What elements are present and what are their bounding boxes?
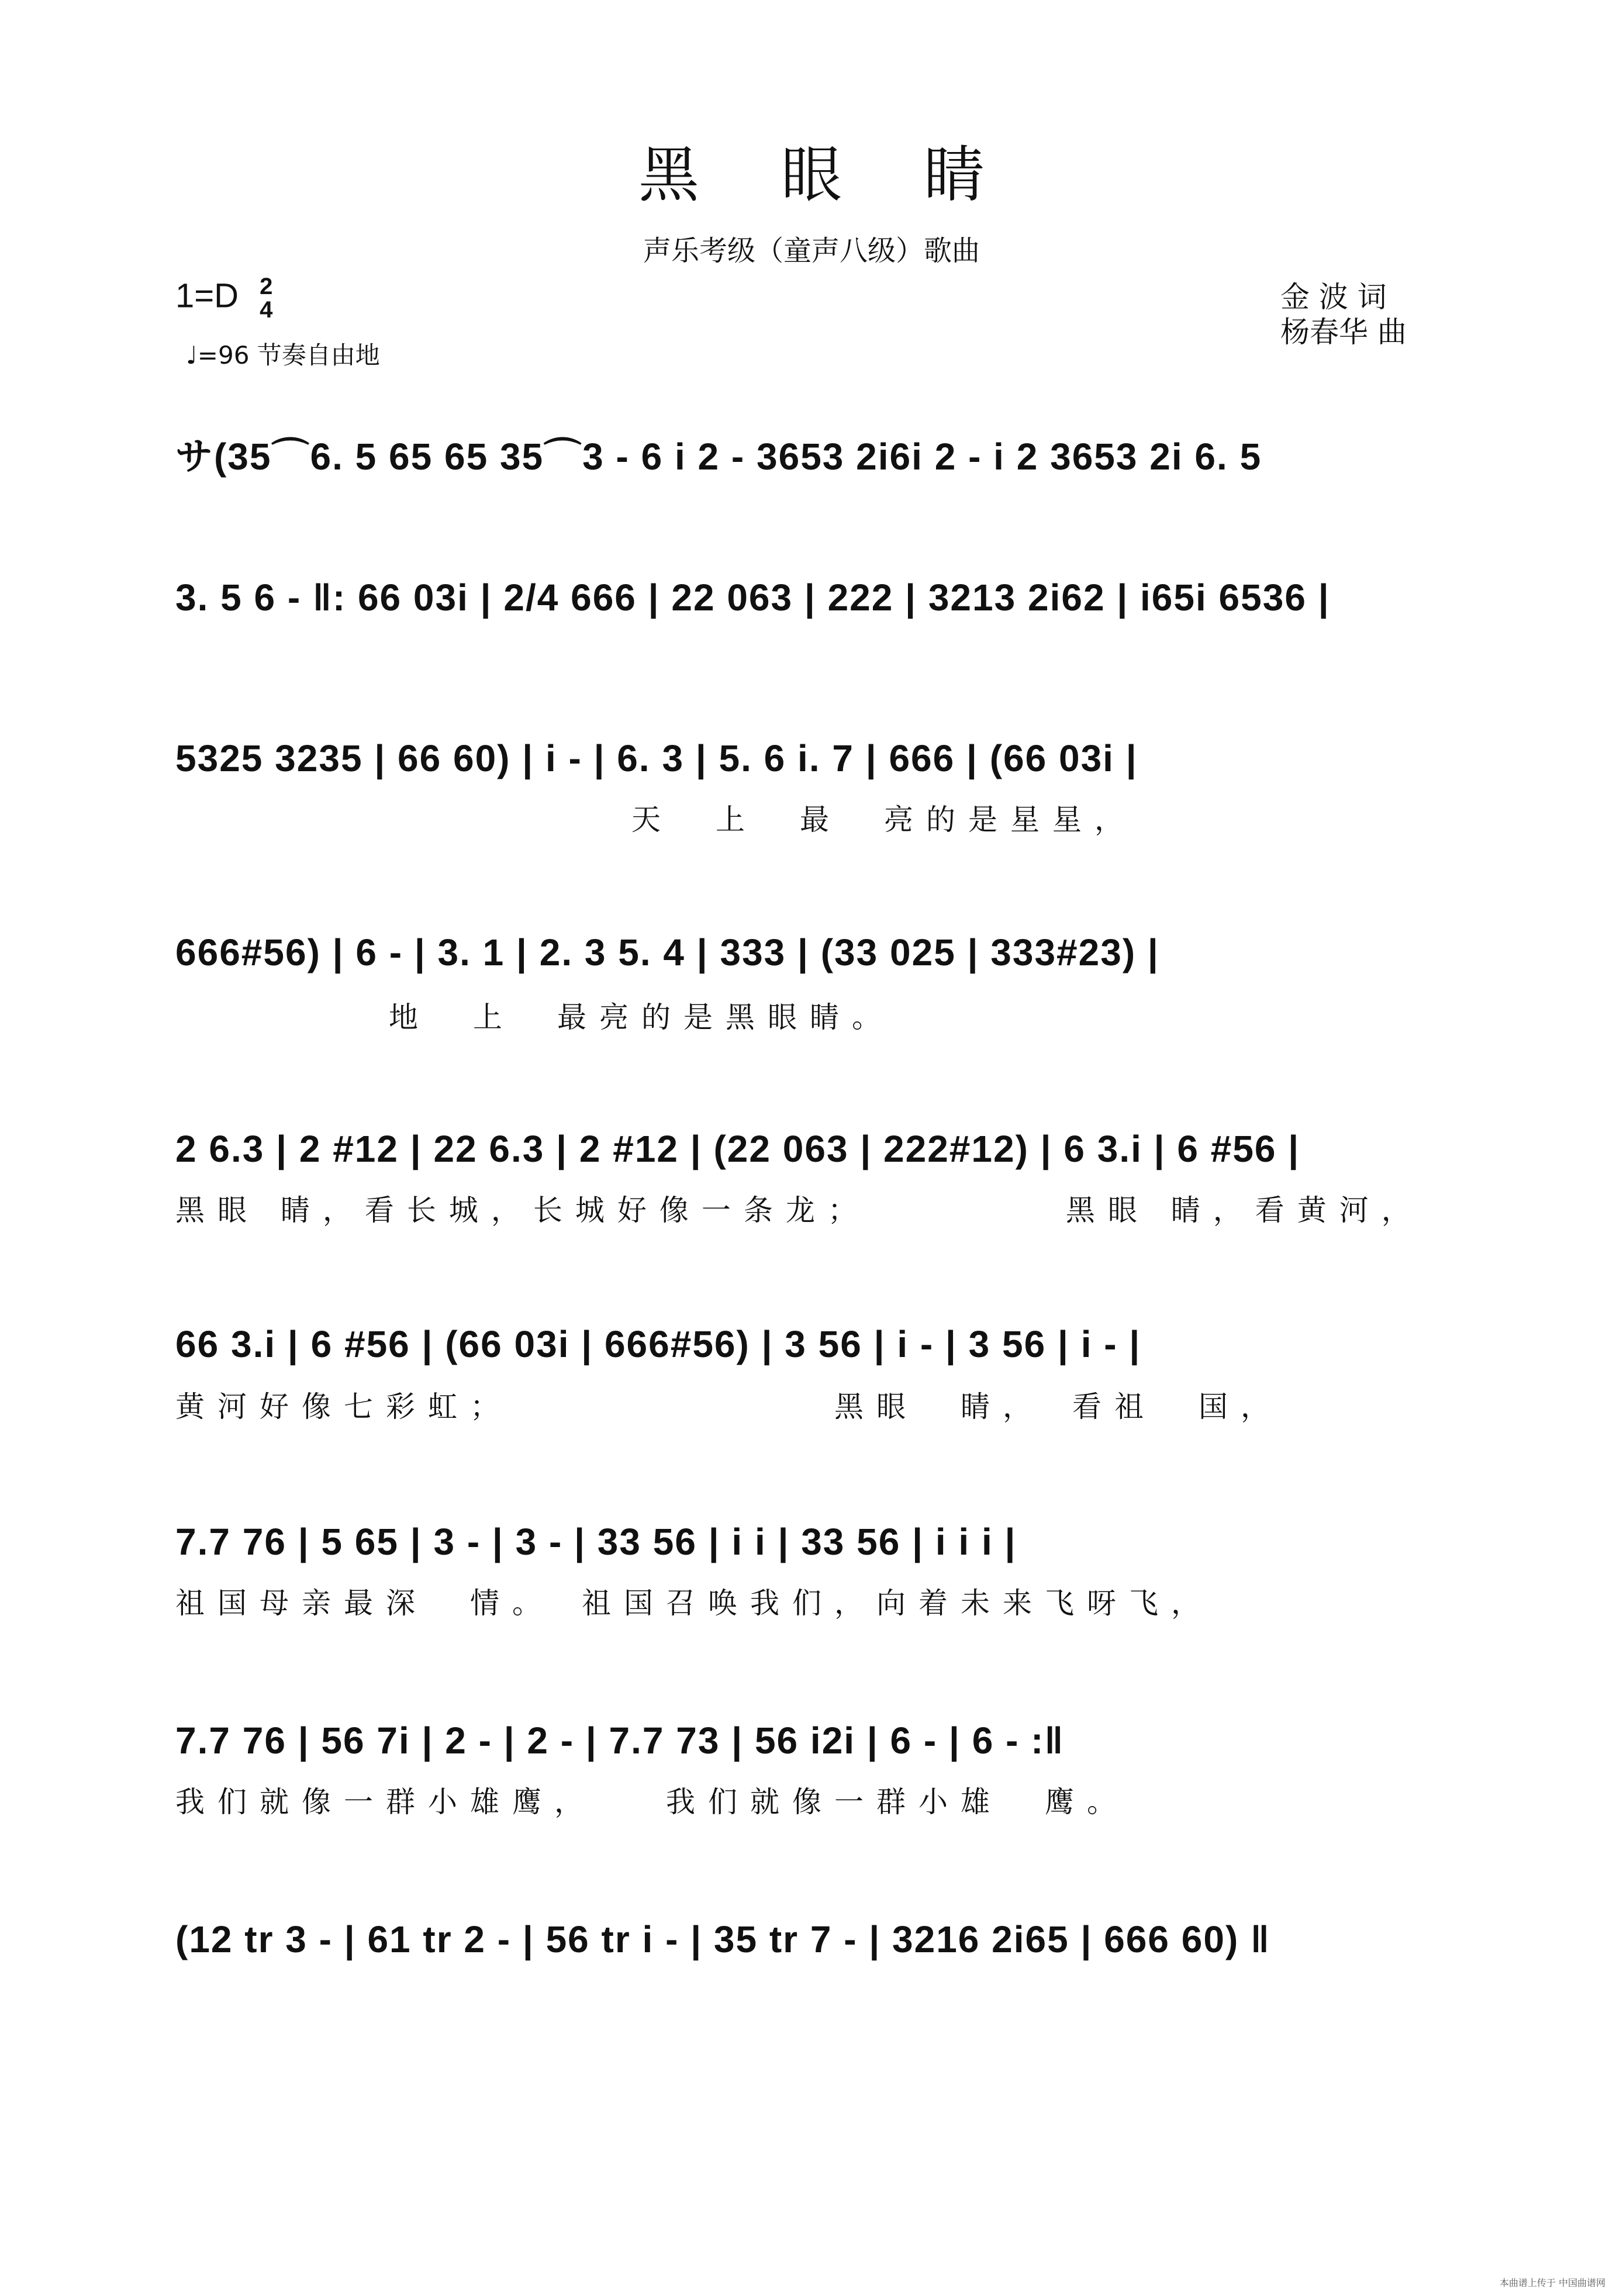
tempo-marking: ♩=96 节奏自由地 [186, 341, 380, 370]
title-char-1: 黑 [638, 139, 699, 210]
key-label: 1=D [175, 277, 239, 315]
time-signature [260, 275, 272, 322]
key-signature [175, 275, 272, 322]
score-line-5: 2 6.3 | 2 #12 | 22 6.3 | 2 #12 | (22 063 | 222#12) | 6 3.i | 6 #56 | [175, 1128, 1300, 1170]
song-title [0, 126, 1623, 213]
lyric-line-4: 地 上 最亮的是黑眼睛。 [389, 1001, 894, 1034]
title-char-2: 眼 [781, 139, 842, 210]
time-signature-bottom: 4 [260, 297, 273, 323]
score-line-1: サ(35⌒6. 5 65 65 35⌒3 - 6 i 2 - 3653 2i6i 2 - i 2 3653 2i 6. 5 [175, 436, 1262, 478]
score-line-9: (12 tr 3 - | 61 tr 2 - | 56 tr i - | 35 tr 7 - | 3216 2i65 | 666 60) ‖ [175, 1918, 1270, 1960]
lyric-line-5: 黑眼 睛，看长城，长城好像一条龙； 黑眼 睛，看黄河， [175, 1194, 1424, 1227]
lyric-line-3: 天 上 最 亮的是星星， [631, 803, 1137, 836]
score-line-2: 3. 5 6 - ‖: 66 03i | 2/4 666 | 22 063 | 222 | 3213 2i62 | i65i 6536 | [175, 576, 1330, 619]
lyricist-credit: 金 波 词 [1280, 280, 1387, 314]
score-line-8: 7.7 76 | 56 7i | 2 - | 2 - | 7.7 73 | 56 i2i | 6 - | 6 - :‖ [175, 1720, 1065, 1762]
lyric-line-7: 祖国母亲最深 情。 祖国召唤我们，向着未来飞呀飞， [175, 1587, 1213, 1620]
time-signature-top: 2 [260, 274, 273, 299]
credits [1280, 279, 1407, 350]
lyric-line-8: 我们就像一群小雄鹰， 我们就像一群小雄 鹰。 [175, 1786, 1129, 1818]
lyric-line-6: 黄河好像七彩虹； 黑眼 睛， 看祖 国， [175, 1390, 1283, 1423]
song-subtitle: 声乐考级（童声八级）歌曲 [643, 234, 980, 267]
score-line-3: 5325 3235 | 66 60) | i - | 6. 3 | 5. 6 i. 7 | 666 | (66 03i | [175, 737, 1138, 779]
score-line-4: 666#56) | 6 - | 3. 1 | 2. 3 5. 4 | 333 | (33 025 | 333#23) | [175, 931, 1159, 973]
score-line-7: 7.7 76 | 5 65 | 3 - | 3 - | 33 56 | i i | 33 56 | i i i | [175, 1521, 1017, 1563]
composer-credit: 杨春华 曲 [1280, 315, 1407, 349]
score-line-6: 66 3.i | 6 #56 | (66 03i | 666#56) | 3 56 | i - | 3 56 | i - | [175, 1323, 1141, 1365]
footer-watermark: 本曲谱上传于 中国曲谱网 [1499, 2277, 1605, 2288]
title-char-3: 睛 [924, 139, 985, 210]
